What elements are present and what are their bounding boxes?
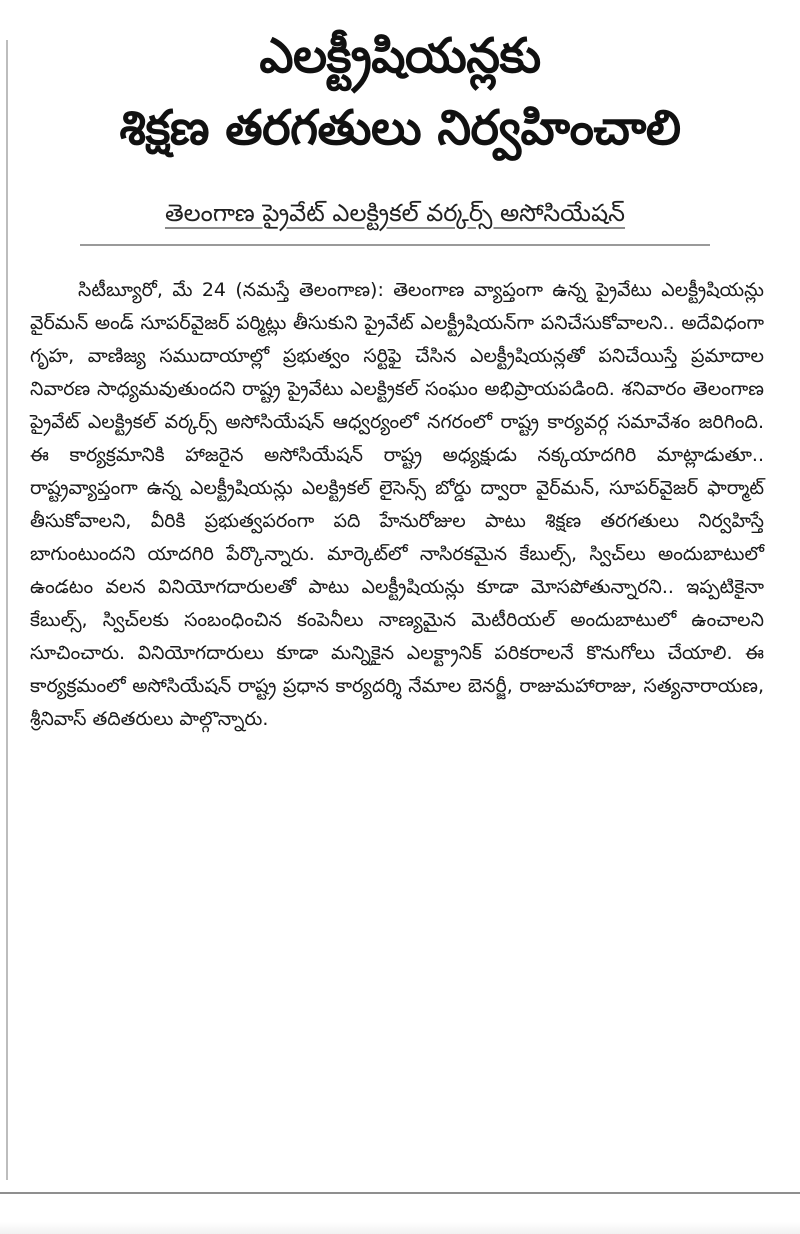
subheadline: తెలంగాణ ప్రైవేట్ ఎలక్ట్రికల్ వర్కర్స్ అసోసియేషన్ xyxy=(164,199,626,227)
subheadline-block xyxy=(80,196,710,246)
headline-line-2: శిక్షణ తరగతులు నిర్వహించాలి xyxy=(119,100,681,156)
news-clipping xyxy=(30,20,770,736)
article-paragraph: సిటీబ్యూరో, మే 24 (నమస్తే తెలంగాణ): తెలంగాణ వ్యాప్తంగా ఉన్న ప్రైవేటు ఎలక్ట్రీషియన్లు వైర్‌మన్ అండ్ సూపర్‌వైజర్ పర్మిట్లు తీసుకుని ప్రైవేట్ ఎలక్ట్రీషియన్‌గా పనిచేసుకోవాలని.. అదేవిధంగా గృహ, వాణిజ్య సముదాయాల్లో ప్రభుత్వం సర్టిఫై చేసిన ఎలక్ట్రీషియన్లతో పనిచేయిస్తే ప్రమాదాల నివారణ సాధ్యమవుతుందని రాష్ట్ర ప్రైవేటు ఎలక్ట్రికల్ సంఘం అభిప్రాయపడింది. శనివారం తెలంగాణ ప్రైవేట్ ఎలక్ట్రికల్ వర్కర్స్ అసోసియేషన్ ఆధ్వర్యంలో నగరంలో రాష్ట్ర కార్యవర్గ సమావేశం జరిగింది. ఈ కార్యక్రమానికి హాజరైన అసోసియేషన్ రాష్ట్ర అధ్యక్షుడు నక్కయాదగిరి మాట్లాడుతూ.. రాష్ట్రవ్యాప్తంగా ఉన్న ఎలక్ట్రీషియన్లు ఎలక్ట్రికల్ లైసెన్స్ బోర్డు ద్వారా వైర్‌మన్, సూపర్‌వైజర్ ఫార్మాట్ తీసుకోవాలని, వీరికి ప్రభుత్వపరంగా పది హేనురోజుల పాటు శిక్షణ తరగతులు నిర్వహిస్తే బాగుంటుందని యాదగిరి పేర్కొన్నారు. మార్కెట్‌లో నాసిరకమైన కేబుల్స్, స్విచ్‌లు అందుబాటులో ఉండటం వలన వినియోగదారులతో పాటు ఎలక్ట్రీషియన్లు కూడా మోసపోతున్నారని.. ఇప్పటికైనా కేబుల్స్, స్విచ్‌లకు సంబంధించిన కంపెనీలు నాణ్యమైన మెటీరియల్ అందుబాటులో ఉంచాలని సూచించారు. వినియోగదారులు కూడా మన్నికైన ఎలక్ట్రానిక్ పరికరాలనే కొనుగోలు చేయాలి. ఈ కార్యక్రమంలో అసోసియేషన్ రాష్ట్ర ప్రధాన కార్యదర్శి నేమాల బెనర్జీ, రాజుమహారాజు, సత్యనారాయణ, శ్రీనివాస్ తదితరులు పాల్గొన్నారు. xyxy=(30,279,764,730)
article-body xyxy=(30,274,770,736)
headline-line-1: ఎలక్ట్రీషియన్లకు xyxy=(259,28,541,84)
headline xyxy=(30,20,770,164)
bottom-strip xyxy=(0,1222,800,1234)
left-column-rule xyxy=(6,40,8,1180)
bottom-divider xyxy=(0,1192,800,1194)
